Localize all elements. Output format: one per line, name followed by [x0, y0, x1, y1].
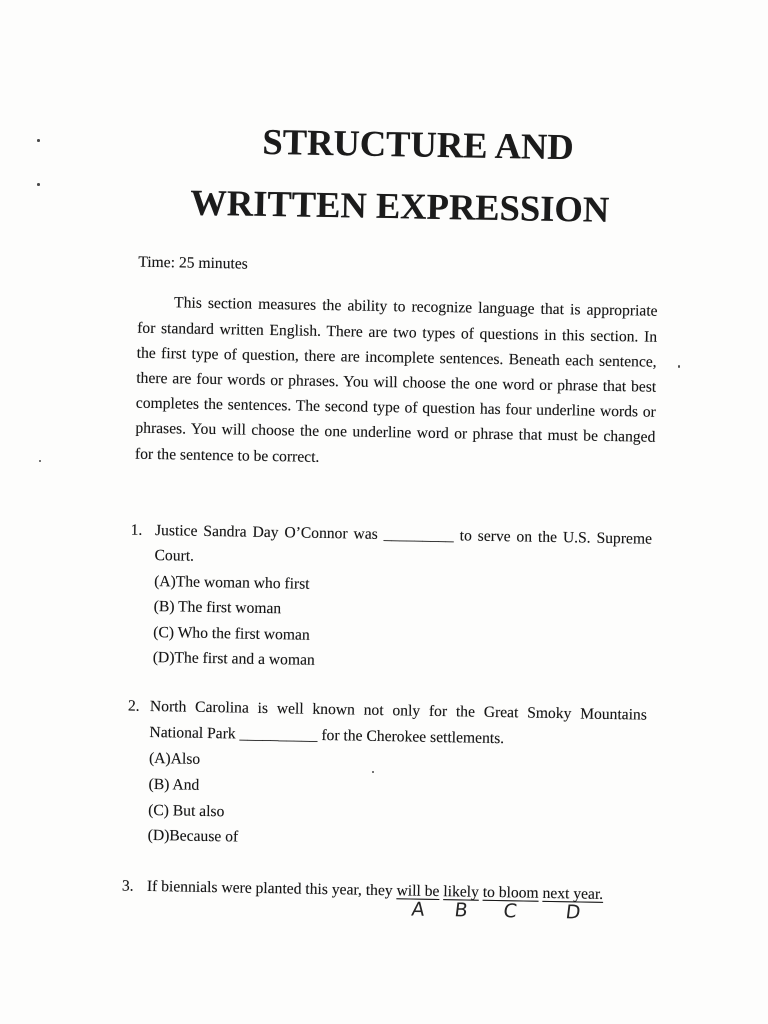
answer-option-d: (D)Because of — [147, 827, 239, 846]
answer-option-b: (B) The first woman — [153, 597, 282, 618]
answer-option-d: (D)The first and a woman — [152, 648, 315, 669]
directions-line-4: there are four words or phrases. You will choose the one word or phrase that best — [136, 369, 657, 396]
directions-line-5: completes the sentences. The second type of question has four underline words or — [135, 394, 656, 421]
question-stem-line-1: Justice Sandra Day O’Connor was _________ to serve on the U.S. Supreme — [154, 521, 653, 548]
answer-option-a: (A)The woman who first — [154, 572, 310, 593]
question-number: 3. — [121, 877, 134, 895]
question-stem-line-2: Court. — [154, 547, 195, 565]
directions-line-2: for standard written English. There are two types of questions in this section. In — [137, 319, 658, 346]
question-stem-line-2: National Park __________ for the Cherokee settlements. — [149, 723, 505, 747]
underlined-text: next year. — [542, 885, 604, 904]
directions-line-6: phrases. You will choose the one underline word or phrase that must be changed — [135, 420, 656, 447]
section-directions — [135, 290, 658, 475]
answer-option-a: (A)Also — [148, 749, 201, 768]
title-line-1: STRUCTURE AND — [262, 120, 575, 168]
answer-option-c: (C) But also — [148, 801, 225, 820]
underlined-part-d — [542, 885, 604, 924]
directions-line-7: for the sentence to be correct. — [134, 445, 320, 466]
question-number: 2. — [127, 697, 140, 715]
directions-line-3: the first type of question, there are incomplete sentences. Beneath each sentence, — [136, 344, 657, 371]
answer-option-c: (C) Who the first woman — [153, 623, 310, 644]
answer-option-b: (B) And — [148, 775, 200, 794]
handwritten-letter-c: C — [502, 900, 519, 923]
question-body — [153, 518, 653, 680]
title-line-2: WRITTEN EXPRESSION — [190, 181, 610, 230]
underlined-text: likely — [443, 883, 480, 901]
sentence-prefix: If biennials were planted this year, they — [146, 878, 393, 900]
underlined-part-b — [443, 883, 480, 922]
handwritten-letter-d: D — [563, 901, 582, 924]
underlined-text: will be — [396, 882, 440, 901]
underlined-part-c — [482, 883, 539, 923]
time-limit: Time: 25 minutes — [138, 253, 248, 273]
question-sentence — [146, 874, 644, 924]
question-stem-line-1: North Carolina is well known not only for the Great Smoky Mountains — [149, 697, 648, 724]
underlined-part-a — [396, 882, 440, 921]
handwritten-letter-b: B — [452, 899, 469, 922]
question-number: 1. — [130, 521, 143, 539]
handwritten-letter-a: A — [409, 898, 426, 921]
directions-line-1: This section measures the ability to recognize language that is appropriate — [173, 294, 658, 321]
question-body — [147, 694, 647, 858]
underlined-text: to bloom — [482, 883, 539, 902]
